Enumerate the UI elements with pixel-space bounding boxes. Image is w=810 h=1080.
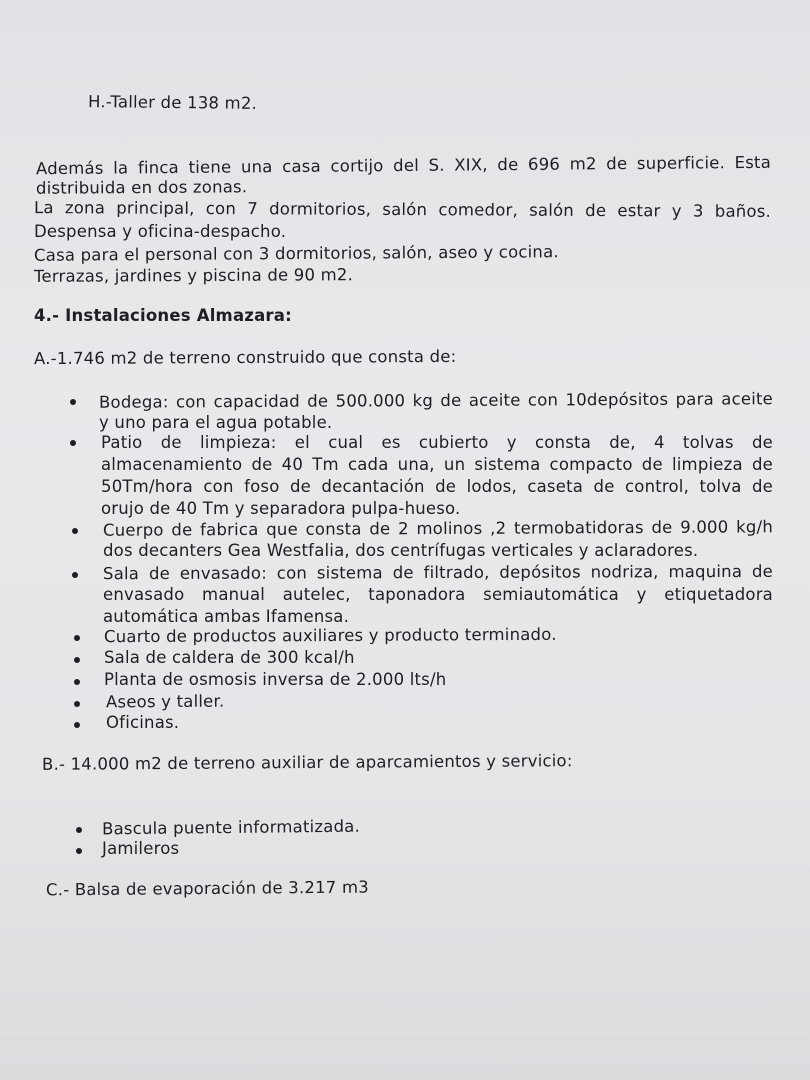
a-item-4-line-2: envasado manual autelec, taponadora semiautomática y etiquetadora [103, 585, 773, 604]
section-a-intro: A.-1.746 m2 de terreno construido que consta de: [33, 346, 457, 369]
para-line-2: distribuida en dos zonas. [35, 177, 248, 198]
para-line-5: Casa para el personal con 3 dormitorios, salón, aseo y cocina. [33, 242, 559, 265]
bullet-icon [70, 440, 76, 446]
a-item-2-line-1: Patio de limpieza: el cual es cubierto y consta de, 4 tolvas de [101, 433, 773, 452]
b-item-1: Bascula puente informatizada. [101, 816, 361, 839]
heading-taller: H.-Taller de 138 m2. [87, 92, 258, 113]
a-item-9: Oficinas. [106, 713, 180, 732]
a-item-2-line-3: 50Tm/hora con foso de decantación de lodos, caseta de control, tolva de [101, 477, 773, 496]
bullet-icon [70, 399, 76, 405]
a-item-4-line-3: automática ambas Ifamensa. [103, 607, 350, 626]
section-4-title: 4.- Instalaciones Almazara: [34, 306, 292, 325]
a-item-2-line-4: orujo de 40 Tm y separadora pulpa-hueso. [101, 499, 461, 518]
bullet-icon [72, 528, 78, 534]
bullet-icon [76, 848, 82, 854]
bullet-icon [76, 827, 82, 833]
a-item-4-line-1: Sala de envasado: con sistema de filtrado, depósitos nodriza, maquina de [102, 561, 774, 584]
bullet-icon [74, 701, 80, 707]
bullet-icon [74, 722, 80, 728]
a-item-3-line-1: Cuerpo de fabrica que consta de 2 molinos ,2 termobatidoras de 9.000 kg/h [102, 517, 774, 540]
para-line-3: La zona principal, con 7 dormitorios, salón comedor, salón de estar y 3 baños. [33, 198, 772, 221]
a-item-5: Cuarto de productos auxiliares y producto terminado. [103, 624, 557, 647]
a-item-1-line-2: y uno para el agua potable. [99, 413, 333, 432]
a-item-7: Planta de osmosis inversa de 2.000 lts/h [104, 670, 447, 689]
para-line-1: Además la finca tiene una casa cortijo del S. XIX, de 696 m2 de superficie. Esta [35, 152, 772, 179]
a-item-2-line-2: almacenamiento de 40 Tm cada una, un sistema compacto de limpieza de [101, 455, 773, 474]
a-item-8: Aseos y taller. [105, 691, 225, 712]
b-item-2: Jamileros [102, 839, 180, 858]
bullet-icon [74, 635, 80, 641]
section-c-line: C.- Balsa de evaporación de 3.217 m3 [45, 877, 369, 900]
a-item-1-line-1: Bodega: con capacidad de 500.000 kg de aceite con 10depósitos para aceite [98, 389, 774, 412]
para-line-4: Despensa y oficina-despacho. [34, 222, 287, 241]
bullet-icon [72, 572, 78, 578]
a-item-3-line-2: dos decanters Gea Westfalia, dos centrífugas verticales y aclaradores. [103, 541, 699, 560]
bullet-icon [74, 679, 80, 685]
bullet-icon [74, 657, 80, 663]
para-line-6: Terrazas, jardines y piscina de 90 m2. [33, 265, 354, 286]
section-b-intro: B.- 14.000 m2 de terreno auxiliar de aparcamientos y servicio: [41, 751, 573, 774]
a-item-6: Sala de caldera de 300 kcal/h [104, 648, 355, 667]
